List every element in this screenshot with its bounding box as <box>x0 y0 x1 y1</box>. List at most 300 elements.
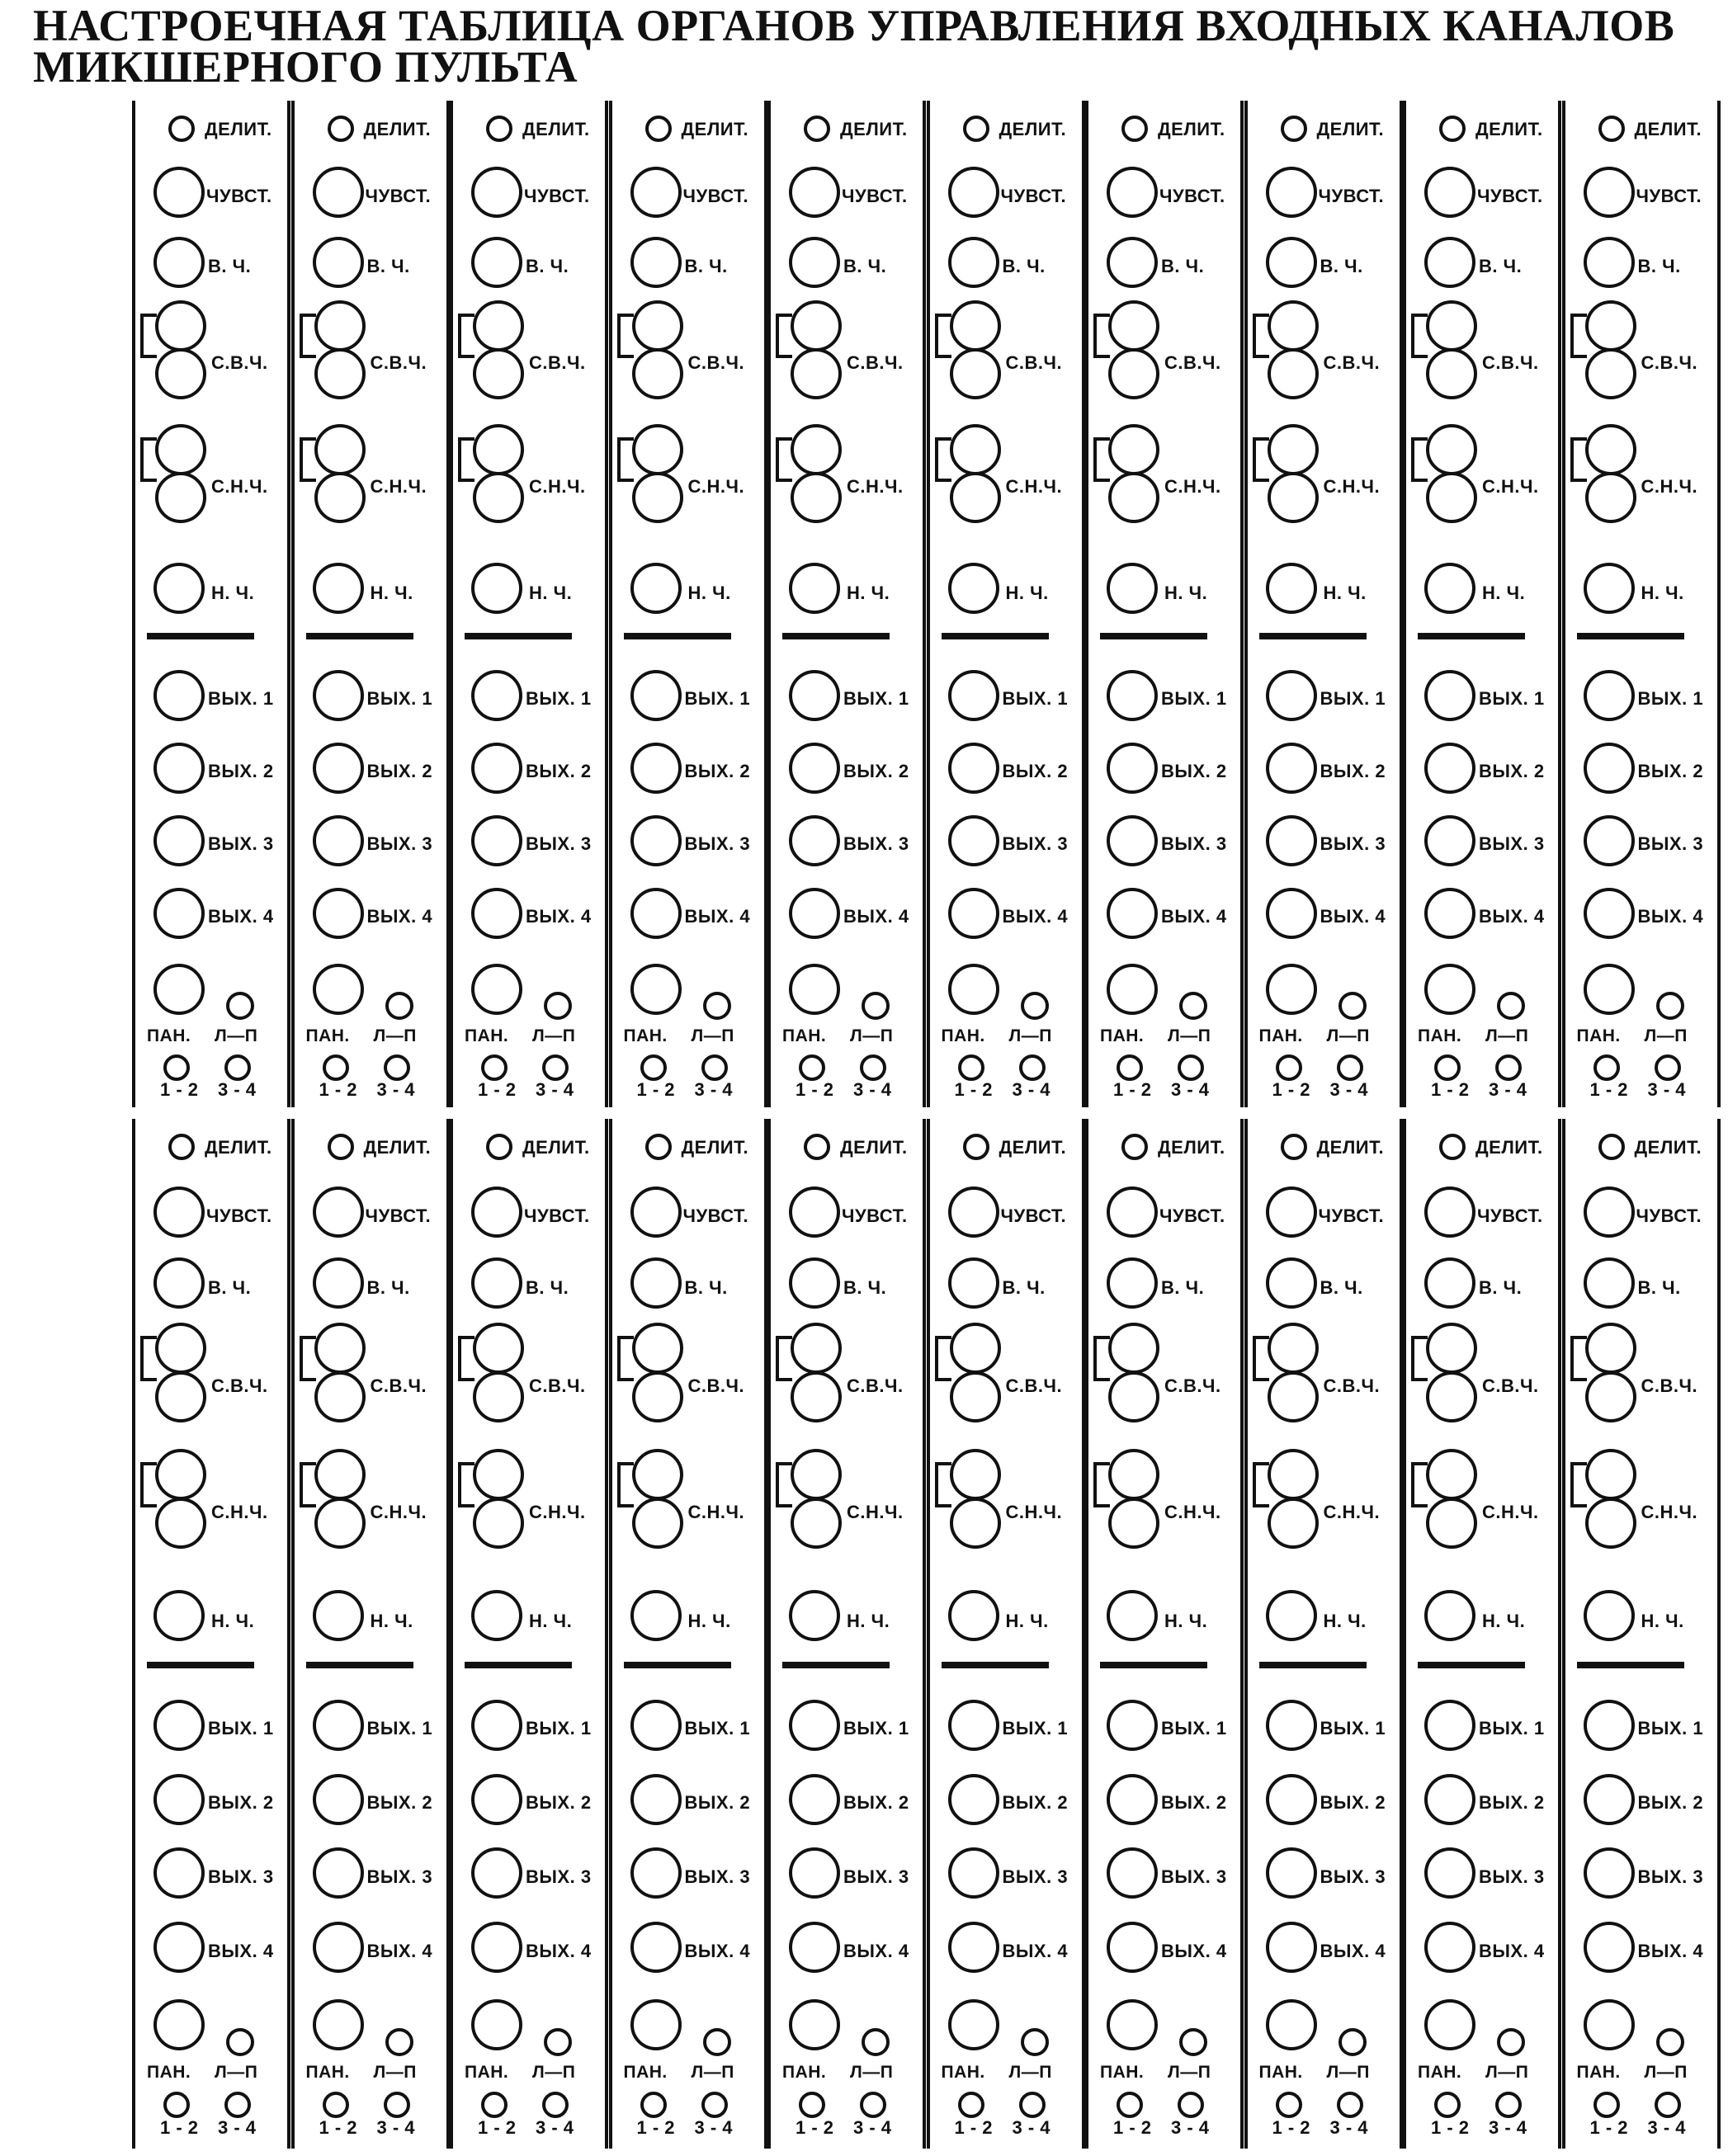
lmf-freq-knob[interactable] <box>1268 1449 1319 1500</box>
sensitivity-knob[interactable] <box>1424 167 1475 218</box>
pan-knob[interactable] <box>153 964 205 1015</box>
pan-knob[interactable] <box>1584 1999 1635 2050</box>
aux-out-2-knob[interactable] <box>948 743 999 794</box>
aux-out-1-knob[interactable] <box>1424 670 1475 721</box>
hf-knob[interactable] <box>1424 1257 1475 1309</box>
aux-out-4-knob[interactable] <box>1266 1922 1317 1973</box>
aux-out-1-knob[interactable] <box>1424 1700 1475 1751</box>
bus-34-button[interactable] <box>1019 2092 1046 2118</box>
pan-knob[interactable] <box>948 1999 999 2050</box>
aux-out-2-knob[interactable] <box>789 743 840 794</box>
aux-out-3-knob[interactable] <box>1266 815 1317 866</box>
lr-button[interactable] <box>1656 992 1684 1020</box>
aux-out-4-knob[interactable] <box>948 888 999 939</box>
hf-knob[interactable] <box>313 237 364 288</box>
aux-out-2-knob[interactable] <box>789 1774 840 1825</box>
lmf-gain-knob[interactable] <box>950 1498 1001 1549</box>
aux-out-1-knob[interactable] <box>153 1700 205 1751</box>
divider-knob[interactable] <box>804 116 830 142</box>
lmf-gain-knob[interactable] <box>632 1498 683 1549</box>
aux-out-3-knob[interactable] <box>1584 815 1635 866</box>
divider-knob[interactable] <box>328 1134 354 1160</box>
divider-knob[interactable] <box>168 116 195 142</box>
aux-out-4-knob[interactable] <box>471 1922 522 1973</box>
pan-knob[interactable] <box>1107 1999 1158 2050</box>
bus-34-button[interactable] <box>1655 2092 1681 2118</box>
hf-knob[interactable] <box>789 1257 840 1309</box>
divider-knob[interactable] <box>1121 116 1148 142</box>
lmf-gain-knob[interactable] <box>1268 472 1319 523</box>
lf-knob[interactable] <box>153 1590 205 1641</box>
aux-out-1-knob[interactable] <box>789 1700 840 1751</box>
bus-34-button[interactable] <box>1178 2092 1204 2118</box>
sensitivity-knob[interactable] <box>153 167 205 218</box>
lmf-gain-knob[interactable] <box>155 1498 206 1549</box>
sensitivity-knob[interactable] <box>313 167 364 218</box>
hf-knob[interactable] <box>789 237 840 288</box>
bus-34-button[interactable] <box>542 2092 569 2118</box>
hmf-gain-knob[interactable] <box>1426 1371 1477 1422</box>
lf-knob[interactable] <box>948 563 999 614</box>
hmf-gain-knob[interactable] <box>314 348 366 399</box>
hf-knob[interactable] <box>1266 237 1317 288</box>
hmf-gain-knob[interactable] <box>1585 1371 1636 1422</box>
lf-knob[interactable] <box>471 563 522 614</box>
aux-out-4-knob[interactable] <box>313 888 364 939</box>
hmf-gain-knob[interactable] <box>314 1371 366 1422</box>
divider-knob[interactable] <box>486 1134 512 1160</box>
pan-knob[interactable] <box>789 964 840 1015</box>
hmf-freq-knob[interactable] <box>1426 1323 1477 1374</box>
aux-out-2-knob[interactable] <box>313 1774 364 1825</box>
hmf-freq-knob[interactable] <box>155 300 206 351</box>
hmf-gain-knob[interactable] <box>473 1371 524 1422</box>
lr-button[interactable] <box>703 992 731 1020</box>
hf-knob[interactable] <box>153 1257 205 1309</box>
hf-knob[interactable] <box>313 1257 364 1309</box>
pan-knob[interactable] <box>1424 964 1475 1015</box>
bus-34-button[interactable] <box>1495 1054 1522 1081</box>
lmf-freq-knob[interactable] <box>1585 424 1636 475</box>
lf-knob[interactable] <box>1584 563 1635 614</box>
sensitivity-knob[interactable] <box>471 1187 522 1238</box>
aux-out-2-knob[interactable] <box>471 743 522 794</box>
lr-button[interactable] <box>544 2028 572 2056</box>
sensitivity-knob[interactable] <box>313 1187 364 1238</box>
bus-34-button[interactable] <box>1337 1054 1363 1081</box>
aux-out-2-knob[interactable] <box>153 743 205 794</box>
divider-knob[interactable] <box>1439 116 1466 142</box>
lr-button[interactable] <box>226 2028 254 2056</box>
hmf-gain-knob[interactable] <box>155 1371 206 1422</box>
lr-button[interactable] <box>226 992 254 1020</box>
sensitivity-knob[interactable] <box>948 167 999 218</box>
aux-out-4-knob[interactable] <box>313 1922 364 1973</box>
lmf-gain-knob[interactable] <box>1426 1498 1477 1549</box>
lmf-gain-knob[interactable] <box>1268 1498 1319 1549</box>
hmf-freq-knob[interactable] <box>314 1323 366 1374</box>
aux-out-3-knob[interactable] <box>153 815 205 866</box>
lf-knob[interactable] <box>948 1590 999 1641</box>
aux-out-4-knob[interactable] <box>1584 1922 1635 1973</box>
aux-out-1-knob[interactable] <box>313 670 364 721</box>
hf-knob[interactable] <box>1107 1257 1158 1309</box>
lmf-freq-knob[interactable] <box>155 1449 206 1500</box>
lmf-gain-knob[interactable] <box>1585 1498 1636 1549</box>
aux-out-3-knob[interactable] <box>313 815 364 866</box>
lmf-freq-knob[interactable] <box>314 424 366 475</box>
bus-34-button[interactable] <box>701 1054 728 1081</box>
hmf-freq-knob[interactable] <box>1585 300 1636 351</box>
sensitivity-knob[interactable] <box>471 167 522 218</box>
hmf-freq-knob[interactable] <box>1108 1323 1159 1374</box>
divider-knob[interactable] <box>1439 1134 1466 1160</box>
hf-knob[interactable] <box>948 237 999 288</box>
bus-12-button[interactable] <box>1593 1054 1620 1081</box>
bus-12-button[interactable] <box>163 2092 190 2118</box>
hmf-freq-knob[interactable] <box>791 1323 842 1374</box>
bus-12-button[interactable] <box>799 1054 825 1081</box>
aux-out-4-knob[interactable] <box>153 1922 205 1973</box>
bus-34-button[interactable] <box>1178 1054 1204 1081</box>
aux-out-1-knob[interactable] <box>313 1700 364 1751</box>
divider-knob[interactable] <box>328 116 354 142</box>
bus-12-button[interactable] <box>1434 1054 1461 1081</box>
pan-knob[interactable] <box>630 1999 682 2050</box>
pan-knob[interactable] <box>1424 1999 1475 2050</box>
pan-knob[interactable] <box>1266 964 1317 1015</box>
aux-out-4-knob[interactable] <box>1107 1922 1158 1973</box>
aux-out-1-knob[interactable] <box>1266 1700 1317 1751</box>
bus-34-button[interactable] <box>701 2092 728 2118</box>
lmf-freq-knob[interactable] <box>1426 424 1477 475</box>
bus-12-button[interactable] <box>799 2092 825 2118</box>
hmf-gain-knob[interactable] <box>1108 348 1159 399</box>
bus-34-button[interactable] <box>542 1054 569 1081</box>
lr-button[interactable] <box>1338 2028 1367 2056</box>
sensitivity-knob[interactable] <box>630 1187 682 1238</box>
hf-knob[interactable] <box>153 237 205 288</box>
bus-12-button[interactable] <box>481 2092 508 2118</box>
aux-out-4-knob[interactable] <box>948 1922 999 1973</box>
aux-out-2-knob[interactable] <box>1107 743 1158 794</box>
aux-out-1-knob[interactable] <box>1107 1700 1158 1751</box>
lr-button[interactable] <box>385 2028 413 2056</box>
hf-knob[interactable] <box>630 1257 682 1309</box>
lmf-freq-knob[interactable] <box>1108 424 1159 475</box>
lmf-gain-knob[interactable] <box>791 1498 842 1549</box>
aux-out-4-knob[interactable] <box>630 1922 682 1973</box>
aux-out-1-knob[interactable] <box>630 1700 682 1751</box>
hmf-freq-knob[interactable] <box>950 1323 1001 1374</box>
aux-out-3-knob[interactable] <box>630 1847 682 1899</box>
lf-knob[interactable] <box>789 1590 840 1641</box>
bus-12-button[interactable] <box>481 1054 508 1081</box>
lf-knob[interactable] <box>153 563 205 614</box>
lf-knob[interactable] <box>1266 1590 1317 1641</box>
lr-button[interactable] <box>1021 992 1049 1020</box>
bus-34-button[interactable] <box>860 1054 886 1081</box>
aux-out-3-knob[interactable] <box>1107 815 1158 866</box>
lr-button[interactable] <box>1497 992 1525 1020</box>
aux-out-3-knob[interactable] <box>153 1847 205 1899</box>
aux-out-4-knob[interactable] <box>1424 1922 1475 1973</box>
divider-knob[interactable] <box>1281 1134 1307 1160</box>
hf-knob[interactable] <box>1266 1257 1317 1309</box>
lmf-gain-knob[interactable] <box>473 1498 524 1549</box>
hmf-freq-knob[interactable] <box>473 300 524 351</box>
hf-knob[interactable] <box>1584 1257 1635 1309</box>
divider-knob[interactable] <box>645 116 672 142</box>
bus-12-button[interactable] <box>958 1054 984 1081</box>
sensitivity-knob[interactable] <box>1424 1187 1475 1238</box>
aux-out-4-knob[interactable] <box>1584 888 1635 939</box>
lmf-gain-knob[interactable] <box>1426 472 1477 523</box>
lf-knob[interactable] <box>1424 1590 1475 1641</box>
lf-knob[interactable] <box>1107 563 1158 614</box>
hmf-gain-knob[interactable] <box>1426 348 1477 399</box>
pan-knob[interactable] <box>153 1999 205 2050</box>
lmf-gain-knob[interactable] <box>473 472 524 523</box>
sensitivity-knob[interactable] <box>1266 167 1317 218</box>
aux-out-3-knob[interactable] <box>1266 1847 1317 1899</box>
sensitivity-knob[interactable] <box>1107 167 1158 218</box>
aux-out-1-knob[interactable] <box>948 670 999 721</box>
hmf-gain-knob[interactable] <box>791 348 842 399</box>
aux-out-1-knob[interactable] <box>471 670 522 721</box>
sensitivity-knob[interactable] <box>1584 167 1635 218</box>
hmf-gain-knob[interactable] <box>632 1371 683 1422</box>
lmf-gain-knob[interactable] <box>1108 1498 1159 1549</box>
hmf-gain-knob[interactable] <box>632 348 683 399</box>
bus-34-button[interactable] <box>384 1054 410 1081</box>
bus-34-button[interactable] <box>860 2092 886 2118</box>
divider-knob[interactable] <box>1598 1134 1625 1160</box>
lmf-gain-knob[interactable] <box>314 1498 366 1549</box>
sensitivity-knob[interactable] <box>1584 1187 1635 1238</box>
lf-knob[interactable] <box>1424 563 1475 614</box>
lmf-freq-knob[interactable] <box>632 1449 683 1500</box>
bus-12-button[interactable] <box>163 1054 190 1081</box>
divider-knob[interactable] <box>1598 116 1625 142</box>
aux-out-4-knob[interactable] <box>153 888 205 939</box>
lmf-gain-knob[interactable] <box>950 472 1001 523</box>
sensitivity-knob[interactable] <box>630 167 682 218</box>
aux-out-3-knob[interactable] <box>313 1847 364 1899</box>
lmf-gain-knob[interactable] <box>1585 472 1636 523</box>
lmf-gain-knob[interactable] <box>632 472 683 523</box>
hmf-gain-knob[interactable] <box>1585 348 1636 399</box>
bus-34-button[interactable] <box>1655 1054 1681 1081</box>
lmf-freq-knob[interactable] <box>950 424 1001 475</box>
lmf-freq-knob[interactable] <box>1585 1449 1636 1500</box>
bus-12-button[interactable] <box>640 2092 667 2118</box>
hmf-freq-knob[interactable] <box>1585 1323 1636 1374</box>
aux-out-2-knob[interactable] <box>630 743 682 794</box>
lmf-freq-knob[interactable] <box>314 1449 366 1500</box>
hmf-gain-knob[interactable] <box>950 1371 1001 1422</box>
lf-knob[interactable] <box>1266 563 1317 614</box>
aux-out-2-knob[interactable] <box>1424 1774 1475 1825</box>
aux-out-2-knob[interactable] <box>630 1774 682 1825</box>
pan-knob[interactable] <box>1584 964 1635 1015</box>
bus-12-button[interactable] <box>958 2092 984 2118</box>
aux-out-3-knob[interactable] <box>630 815 682 866</box>
lf-knob[interactable] <box>1107 1590 1158 1641</box>
aux-out-2-knob[interactable] <box>1584 743 1635 794</box>
hf-knob[interactable] <box>471 237 522 288</box>
pan-knob[interactable] <box>630 964 682 1015</box>
hmf-freq-knob[interactable] <box>1108 300 1159 351</box>
aux-out-1-knob[interactable] <box>630 670 682 721</box>
aux-out-3-knob[interactable] <box>1424 1847 1475 1899</box>
bus-12-button[interactable] <box>640 1054 667 1081</box>
bus-12-button[interactable] <box>1117 1054 1143 1081</box>
bus-34-button[interactable] <box>1337 2092 1363 2118</box>
aux-out-3-knob[interactable] <box>1424 815 1475 866</box>
hmf-gain-knob[interactable] <box>1268 1371 1319 1422</box>
aux-out-4-knob[interactable] <box>789 888 840 939</box>
aux-out-4-knob[interactable] <box>471 888 522 939</box>
aux-out-1-knob[interactable] <box>1266 670 1317 721</box>
lf-knob[interactable] <box>313 563 364 614</box>
divider-knob[interactable] <box>168 1134 195 1160</box>
aux-out-3-knob[interactable] <box>1107 1847 1158 1899</box>
lf-knob[interactable] <box>630 1590 682 1641</box>
bus-12-button[interactable] <box>1276 2092 1302 2118</box>
lmf-gain-knob[interactable] <box>1108 472 1159 523</box>
hmf-freq-knob[interactable] <box>632 300 683 351</box>
aux-out-3-knob[interactable] <box>471 1847 522 1899</box>
hf-knob[interactable] <box>630 237 682 288</box>
lmf-gain-knob[interactable] <box>314 472 366 523</box>
lr-button[interactable] <box>1179 2028 1207 2056</box>
aux-out-2-knob[interactable] <box>313 743 364 794</box>
lmf-freq-knob[interactable] <box>1108 1449 1159 1500</box>
pan-knob[interactable] <box>471 964 522 1015</box>
aux-out-3-knob[interactable] <box>789 815 840 866</box>
aux-out-1-knob[interactable] <box>153 670 205 721</box>
lr-button[interactable] <box>1021 2028 1049 2056</box>
hmf-freq-knob[interactable] <box>1426 300 1477 351</box>
hf-knob[interactable] <box>948 1257 999 1309</box>
hmf-freq-knob[interactable] <box>950 300 1001 351</box>
pan-knob[interactable] <box>313 964 364 1015</box>
lf-knob[interactable] <box>789 563 840 614</box>
aux-out-2-knob[interactable] <box>1584 1774 1635 1825</box>
lmf-freq-knob[interactable] <box>791 1449 842 1500</box>
sensitivity-knob[interactable] <box>1266 1187 1317 1238</box>
aux-out-2-knob[interactable] <box>1266 743 1317 794</box>
aux-out-1-knob[interactable] <box>471 1700 522 1751</box>
hmf-gain-knob[interactable] <box>473 348 524 399</box>
lmf-freq-knob[interactable] <box>1426 1449 1477 1500</box>
aux-out-4-knob[interactable] <box>1266 888 1317 939</box>
pan-knob[interactable] <box>313 1999 364 2050</box>
hmf-freq-knob[interactable] <box>155 1323 206 1374</box>
lmf-gain-knob[interactable] <box>791 472 842 523</box>
lmf-freq-knob[interactable] <box>950 1449 1001 1500</box>
hmf-gain-knob[interactable] <box>791 1371 842 1422</box>
lr-button[interactable] <box>1338 992 1367 1020</box>
hmf-gain-knob[interactable] <box>155 348 206 399</box>
divider-knob[interactable] <box>486 116 512 142</box>
aux-out-1-knob[interactable] <box>789 670 840 721</box>
bus-34-button[interactable] <box>224 2092 251 2118</box>
aux-out-1-knob[interactable] <box>1107 670 1158 721</box>
pan-knob[interactable] <box>1107 964 1158 1015</box>
aux-out-3-knob[interactable] <box>789 1847 840 1899</box>
aux-out-2-knob[interactable] <box>471 1774 522 1825</box>
lmf-gain-knob[interactable] <box>155 472 206 523</box>
divider-knob[interactable] <box>963 1134 989 1160</box>
lr-button[interactable] <box>544 992 572 1020</box>
aux-out-4-knob[interactable] <box>1424 888 1475 939</box>
lf-knob[interactable] <box>471 1590 522 1641</box>
sensitivity-knob[interactable] <box>789 167 840 218</box>
bus-34-button[interactable] <box>1019 1054 1046 1081</box>
sensitivity-knob[interactable] <box>1107 1187 1158 1238</box>
hmf-gain-knob[interactable] <box>950 348 1001 399</box>
lr-button[interactable] <box>862 2028 890 2056</box>
hmf-freq-knob[interactable] <box>791 300 842 351</box>
lr-button[interactable] <box>385 992 413 1020</box>
hmf-gain-knob[interactable] <box>1268 348 1319 399</box>
bus-12-button[interactable] <box>1434 2092 1461 2118</box>
lf-knob[interactable] <box>1584 1590 1635 1641</box>
hf-knob[interactable] <box>1107 237 1158 288</box>
lr-button[interactable] <box>1179 992 1207 1020</box>
aux-out-4-knob[interactable] <box>630 888 682 939</box>
lr-button[interactable] <box>1656 2028 1684 2056</box>
aux-out-2-knob[interactable] <box>1266 1774 1317 1825</box>
hf-knob[interactable] <box>1584 237 1635 288</box>
bus-12-button[interactable] <box>323 1054 349 1081</box>
aux-out-4-knob[interactable] <box>1107 888 1158 939</box>
lr-button[interactable] <box>862 992 890 1020</box>
aux-out-3-knob[interactable] <box>471 815 522 866</box>
divider-knob[interactable] <box>1121 1134 1148 1160</box>
hmf-freq-knob[interactable] <box>632 1323 683 1374</box>
bus-12-button[interactable] <box>1276 1054 1302 1081</box>
bus-34-button[interactable] <box>1495 2092 1522 2118</box>
lmf-freq-knob[interactable] <box>473 1449 524 1500</box>
lmf-freq-knob[interactable] <box>791 424 842 475</box>
sensitivity-knob[interactable] <box>153 1187 205 1238</box>
divider-knob[interactable] <box>804 1134 830 1160</box>
hmf-freq-knob[interactable] <box>1268 300 1319 351</box>
bus-12-button[interactable] <box>1593 2092 1620 2118</box>
aux-out-2-knob[interactable] <box>153 1774 205 1825</box>
bus-12-button[interactable] <box>1117 2092 1143 2118</box>
hf-knob[interactable] <box>1424 237 1475 288</box>
lr-button[interactable] <box>703 2028 731 2056</box>
hmf-freq-knob[interactable] <box>314 300 366 351</box>
lf-knob[interactable] <box>630 563 682 614</box>
divider-knob[interactable] <box>963 116 989 142</box>
bus-34-button[interactable] <box>384 2092 410 2118</box>
divider-knob[interactable] <box>1281 116 1307 142</box>
pan-knob[interactable] <box>471 1999 522 2050</box>
pan-knob[interactable] <box>1266 1999 1317 2050</box>
pan-knob[interactable] <box>789 1999 840 2050</box>
hmf-gain-knob[interactable] <box>1108 1371 1159 1422</box>
hf-knob[interactable] <box>471 1257 522 1309</box>
aux-out-1-knob[interactable] <box>948 1700 999 1751</box>
divider-knob[interactable] <box>645 1134 672 1160</box>
aux-out-3-knob[interactable] <box>948 1847 999 1899</box>
aux-out-2-knob[interactable] <box>1424 743 1475 794</box>
